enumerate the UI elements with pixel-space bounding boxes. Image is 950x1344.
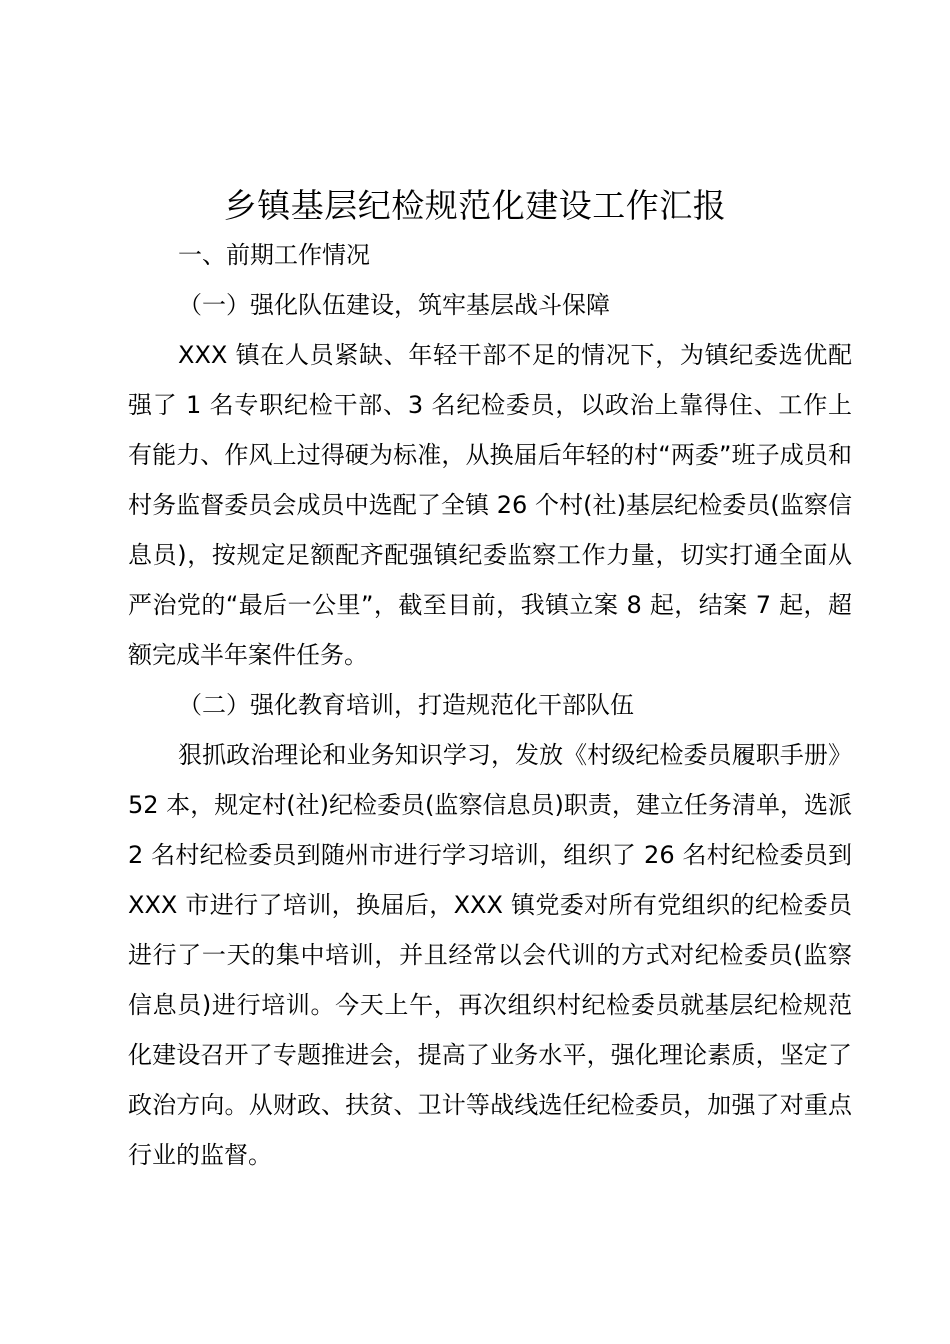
subsection-heading-1: （一）强化队伍建设，筑牢基层战斗保障 [178,291,610,319]
subsection-heading-2: （二）强化教育培训，打造规范化干部队伍 [178,691,634,719]
document-body [128,230,852,1180]
section-heading: 一、前期工作情况 [178,241,370,269]
paragraph-1: XXX 镇在人员紧缺、年轻干部不足的情况下，为镇纪委选优配强了 1 名专职纪检干部、3 名纪检委员，以政治上靠得住、工作上有能力、作风上过得硬为标准，从换届后年轻的村“两委”班子成员和村务监督委员会成员中选配了全镇 26 个村(社)基层纪检委员(监察信息员)，按规定足额配齐配强镇纪委监察工作力量，切实打通全面从严治党的“最后一公里”，截至目前，我镇立案 8 起，结案 7 起，超额完成半年案件任务。 [128,341,852,669]
paragraph-2: 狠抓政治理论和业务知识学习，发放《村级纪检委员履职手册》52 本，规定村(社)纪检委员(监察信息员)职责，建立任务清单，选派 2 名村纪检委员到随州市进行学习培训，组织了 26 名村纪检委员到 XXX 市进行了培训，换届后，XXX 镇党委对所有党组织的纪检委员进行了一天的集中培训，并且经常以会代训的方式对纪检委员(监察信息员)进行培训。今天上午，再次组织村纪检委员就基层纪检规范化建设召开了专题推进会，提高了业务水平，强化理论素质，坚定了政治方向。从财政、扶贫、卫计等战线选任纪检委员，加强了对重点行业的监督。 [128,741,852,1169]
document-title: 乡镇基层纪检规范化建设工作汇报 [223,186,727,225]
